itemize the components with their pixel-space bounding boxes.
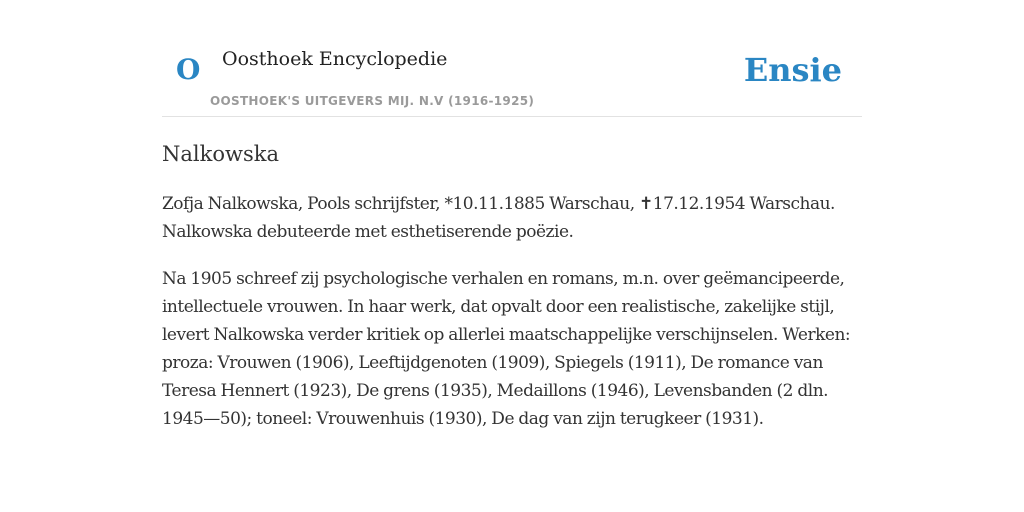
entry-content: [162, 138, 862, 452]
ensie-logo-link[interactable]: Ensie: [743, 51, 842, 89]
entry-paragraph: Zofja Nalkowska, Pools schrijfster, *10.11.1885 Warschau, ✝17.12.1954 Warschau. Nalkowska debuteerde met esthetiserende poëzie.: [162, 194, 835, 242]
entry-paragraph: Na 1905 schreef zij psychologische verhalen en romans, m.n. over geëmancipeerde, intellectuele vrouwen. In haar werk, dat opvalt door een realistische, zakelijke stijl, levert Nalkowska verder kritiek op allerlei maatschappelijke verschijnselen. Werken: proza: Vrouwen (1906), Leeftijdgenoten (1909), Spiegels (1911), De romance van Teresa Hennert (1923), De grens (1935), Medaillons (1946), Levensbanden (2 dln. 1945—50); toneel: Vrouwenhuis (1930), De dag van zijn terugkeer (1931).: [162, 269, 851, 429]
source-title-link[interactable]: Oosthoek Encyclopedie: [222, 48, 448, 70]
source-header: [162, 30, 862, 117]
source-subtitle: OOSTHOEK'S UITGEVERS MIJ. N.V (1916-1925): [210, 94, 535, 108]
entry-body: [162, 190, 862, 433]
entry-title: Nalkowska: [162, 142, 279, 166]
source-logo-icon[interactable]: O: [176, 53, 201, 86]
